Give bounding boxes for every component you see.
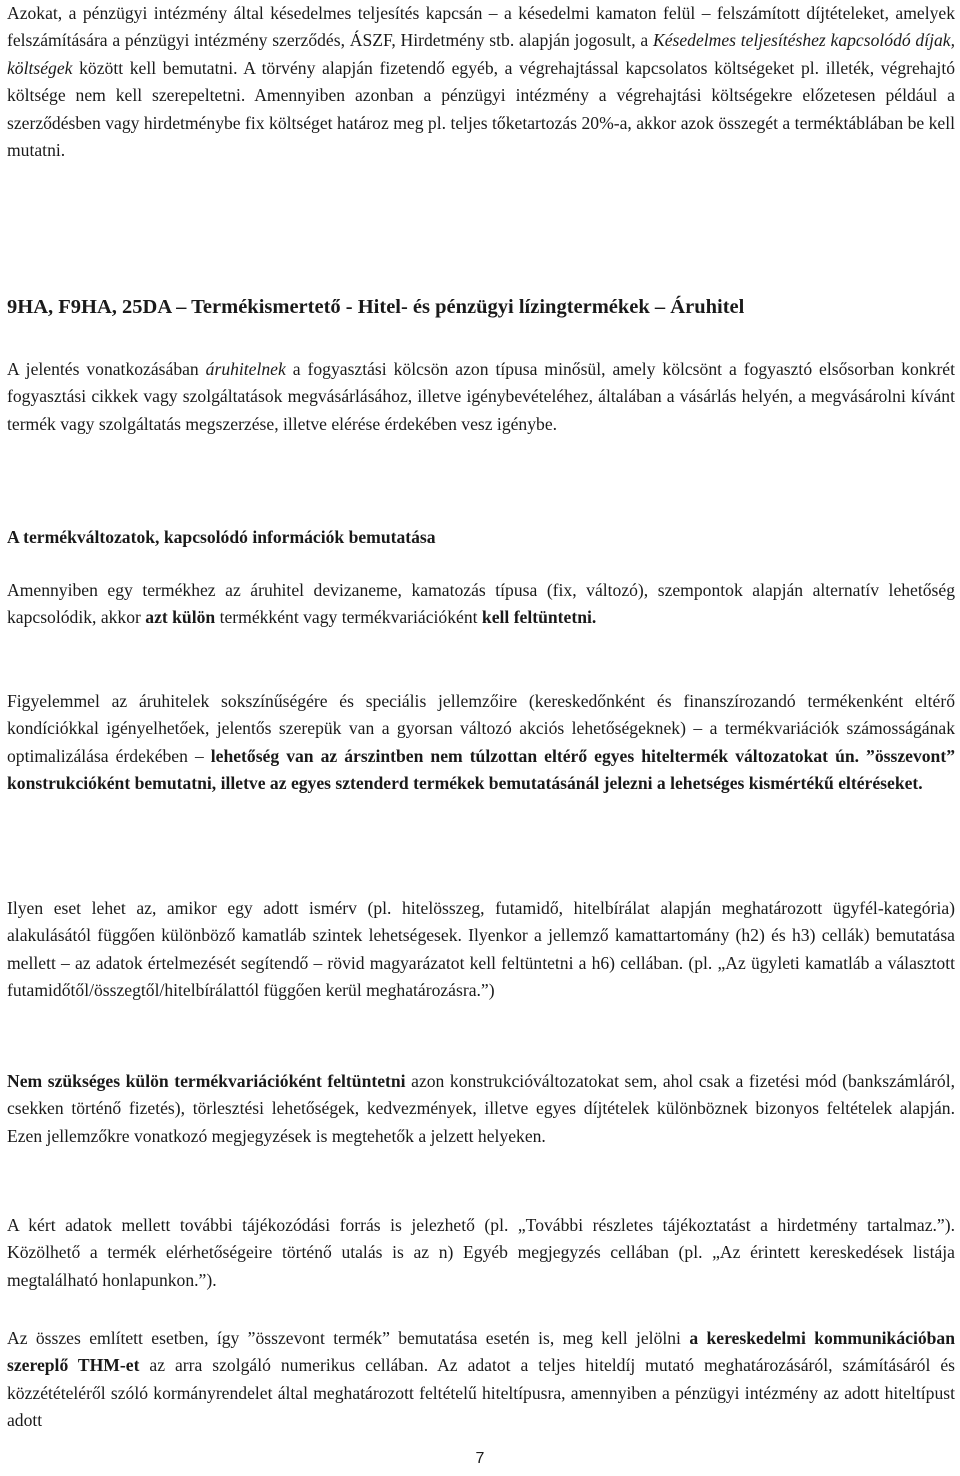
section-heading: 9HA, F9HA, 25DA – Termékismertető - Hitel- és pénzügyi lízingtermékek – Áruhitel (7, 296, 745, 318)
paragraph-no-separate-variant: Nem szükséges külön termékvariációként feltüntetni azon konstrukcióváltozatokat sem, ahol csak a fizetési mód (bankszámláról, csekken történő fizetés), törlesztési lehetőségek, kedvezmények, illetve egyes díjtételek különböznek bizonyos feltételek alapján. Ezen jellemzőkre vonatkozó megjegyzések is megtehetők a jelzett helyeken. (7, 1071, 955, 1146)
page-number: 7 (475, 1450, 485, 1467)
paragraph-interest-range: Ilyen eset lehet az, amikor egy adott ismérv (pl. hitelösszeg, futamidő, hitelbírálat alapján meghatározott ügyfél-kategória) alakulásától függően különböző kamatláb szintek lehetségesek. Ilyenkor a jellemző kamattartomány (h2) és h3) cellák) bemutatása mellett – az adatok értelmezését segítendő – rövid magyarázatot kell feltüntetni a h6) cellában. (pl. „Az ügyleti kamatláb a választott futamidőtől/összegtől/hitelbírálattól függően kerül meghatározásra.”) (7, 898, 955, 1001)
paragraph-variants: Amennyiben egy termékhez az áruhitel devizaneme, kamatozás típusa (fix, változó), szempontok alapján alternatív lehetőség kapcsolódik, akkor azt külön termékként vagy termékvariációként kell feltüntetni. (7, 580, 955, 628)
paragraph-additional-sources: A kért adatok mellett további tájékozódási forrás is jelezhető (pl. „További részletes tájékoztatást a hirdetmény tartalmaz.”). Közölhető a termék elérhetőségeire történő utalás is az n) Egyéb megjegyzés cellában (pl. „Az érintett kereskedések listája megtalálható honlapunkon.”). (7, 1215, 955, 1290)
paragraph-combined-constructions: Figyelemmel az áruhitelek sokszínűségére és speciális jellemzőire (kereskedőnként és finanszírozandó termékenként eltérő kondíciókkal igényelhetőek, jelentős szerepük van a gyorsan változó akciós lehetőségeknek) – a termékvariációk számosságának optimalizálása érdekében – lehetőség van az árszintben nem túlzottan eltérő egyes hiteltermék változatokat ún. ”összevont” konstrukcióként bemutatni, illetve az egyes sztenderd termékek bemutatásánál jelezni a lehetséges kismértékű eltéréseket. (7, 691, 955, 794)
paragraph-definition: A jelentés vonatkozásában áruhitelnek a fogyasztási kölcsön azon típusa minősül, amely kölcsönt a fogyasztó elsősorban konkrét fogyasztási cikkek vagy szolgáltatások megvásárlásához, illetve igénybevételéhez, általában a vásárlás helyén, a megvásárolni kívánt termék vagy szolgáltatás megszerzése, illetve elérése érdekében vesz igénybe. (7, 359, 955, 434)
subsection-heading: A termékváltozatok, kapcsolódó információk bemutatása (7, 527, 436, 547)
paragraph-late-payment-fees: Azokat, a pénzügyi intézmény által késedelmes teljesítés kapcsán – a késedelmi kamaton felül – felszámított díjtételeket, amelyek felszámítására a pénzügyi intézmény szerződés, ÁSZF, Hirdetmény stb. alapján jogosult, a Késedelmes teljesítéshez kapcsolódó díjak, költségek között kell bemutatni. A törvény alapján fizetendő egyéb, a végrehajtással kapcsolatos költségeket pl. illeték, végrehajtó költsége nem kell szerepeltetni. Amennyiben azonban a pénzügyi intézmény a végrehajtási költségekre előzetesen például a szerződésben vagy hirdetménybe fix költséget határoz meg pl. teljes tőketartozás 20%-a, akkor azok összegét a terméktáblában be kell mutatni. (7, 3, 955, 161)
paragraph-thm: Az összes említett esetben, így ”összevont termék” bemutatása esetén is, meg kell jelölni a kereskedelmi kommunikációban szereplő THM-et az arra szolgáló numerikus cellában. Az adatot a teljes hiteldíj mutató meghatározásáról, számításáról és közzétételéről szóló kormányrendelet által meghatározott feltételű hiteltípusra, amennyiben a pénzügyi intézmény az adott hiteltípust adott (7, 1328, 955, 1431)
